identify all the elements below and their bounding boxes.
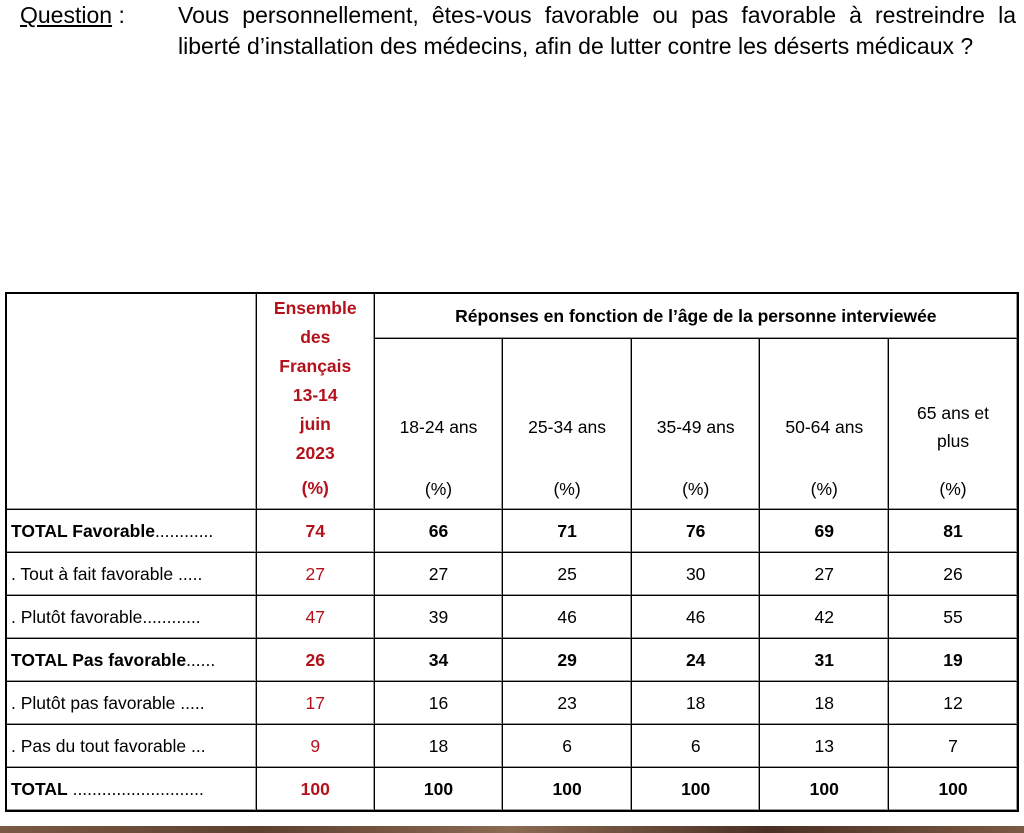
total-population-header: Ensemble des Français 13-14 juin 2023 (%) <box>257 294 375 510</box>
value-cell: 23 <box>503 682 632 725</box>
age-group-header: Réponses en fonction de l’âge de la personne interviewée <box>375 294 1017 339</box>
value-cell: 6 <box>503 725 632 768</box>
value-cell: 55 <box>889 596 1017 639</box>
value-cell: 100 <box>632 768 761 810</box>
value-cell: 6 <box>632 725 761 768</box>
value-total: 27 <box>257 553 375 596</box>
value-total: 100 <box>257 768 375 810</box>
row-label: TOTAL ........................... <box>7 768 257 810</box>
value-cell: 30 <box>632 553 761 596</box>
row-label: . Plutôt pas favorable ..... <box>7 682 257 725</box>
age-header-35-49: 35-49 ans (%) <box>632 339 761 510</box>
age-header-18-24: 18-24 ans (%) <box>375 339 504 510</box>
value-cell: 100 <box>889 768 1017 810</box>
value-cell: 18 <box>632 682 761 725</box>
table-row <box>7 553 1017 596</box>
value-cell: 39 <box>375 596 504 639</box>
value-cell: 24 <box>632 639 761 682</box>
table-row <box>7 596 1017 639</box>
age-header-50-64: 50-64 ans (%) <box>760 339 889 510</box>
value-cell: 66 <box>375 510 504 553</box>
value-cell: 27 <box>375 553 504 596</box>
value-cell: 46 <box>503 596 632 639</box>
value-cell: 26 <box>889 553 1017 596</box>
value-total: 74 <box>257 510 375 553</box>
row-label: TOTAL Favorable............ <box>7 510 257 553</box>
value-total: 17 <box>257 682 375 725</box>
row-label: . Plutôt favorable............ <box>7 596 257 639</box>
value-cell: 71 <box>503 510 632 553</box>
table-row <box>7 510 1017 553</box>
value-cell: 34 <box>375 639 504 682</box>
value-cell: 31 <box>760 639 889 682</box>
question-label: Question : <box>20 2 125 28</box>
value-cell: 18 <box>760 682 889 725</box>
age-header-25-34: 25-34 ans (%) <box>503 339 632 510</box>
value-cell: 42 <box>760 596 889 639</box>
value-cell: 19 <box>889 639 1017 682</box>
value-cell: 76 <box>632 510 761 553</box>
value-cell: 7 <box>889 725 1017 768</box>
value-cell: 100 <box>503 768 632 810</box>
table-row <box>7 725 1017 768</box>
row-label: . Tout à fait favorable ..... <box>7 553 257 596</box>
value-total: 9 <box>257 725 375 768</box>
table-row <box>7 768 1017 810</box>
row-label: TOTAL Pas favorable...... <box>7 639 257 682</box>
header-empty-cell <box>7 294 257 510</box>
value-total: 26 <box>257 639 375 682</box>
value-cell: 100 <box>760 768 889 810</box>
value-cell: 29 <box>503 639 632 682</box>
value-cell: 69 <box>760 510 889 553</box>
value-cell: 46 <box>632 596 761 639</box>
value-cell: 13 <box>760 725 889 768</box>
table-row <box>7 639 1017 682</box>
question-text: Vous personnellement, êtes-vous favorable ou pas favorable à restreindre la liberté d’installation des médecins, afin de lutter contre les déserts médicaux ? <box>178 2 1016 59</box>
age-header-65-plus: 65 ans et plus (%) <box>889 339 1017 510</box>
value-cell: 100 <box>375 768 504 810</box>
row-label: . Pas du tout favorable ... <box>7 725 257 768</box>
value-cell: 16 <box>375 682 504 725</box>
value-cell: 18 <box>375 725 504 768</box>
value-cell: 81 <box>889 510 1017 553</box>
value-cell: 25 <box>503 553 632 596</box>
results-table <box>5 292 1019 812</box>
value-cell: 27 <box>760 553 889 596</box>
table-row <box>7 682 1017 725</box>
value-cell: 12 <box>889 682 1017 725</box>
background-strip <box>0 826 1024 833</box>
header-row-1 <box>7 294 1017 339</box>
value-total: 47 <box>257 596 375 639</box>
